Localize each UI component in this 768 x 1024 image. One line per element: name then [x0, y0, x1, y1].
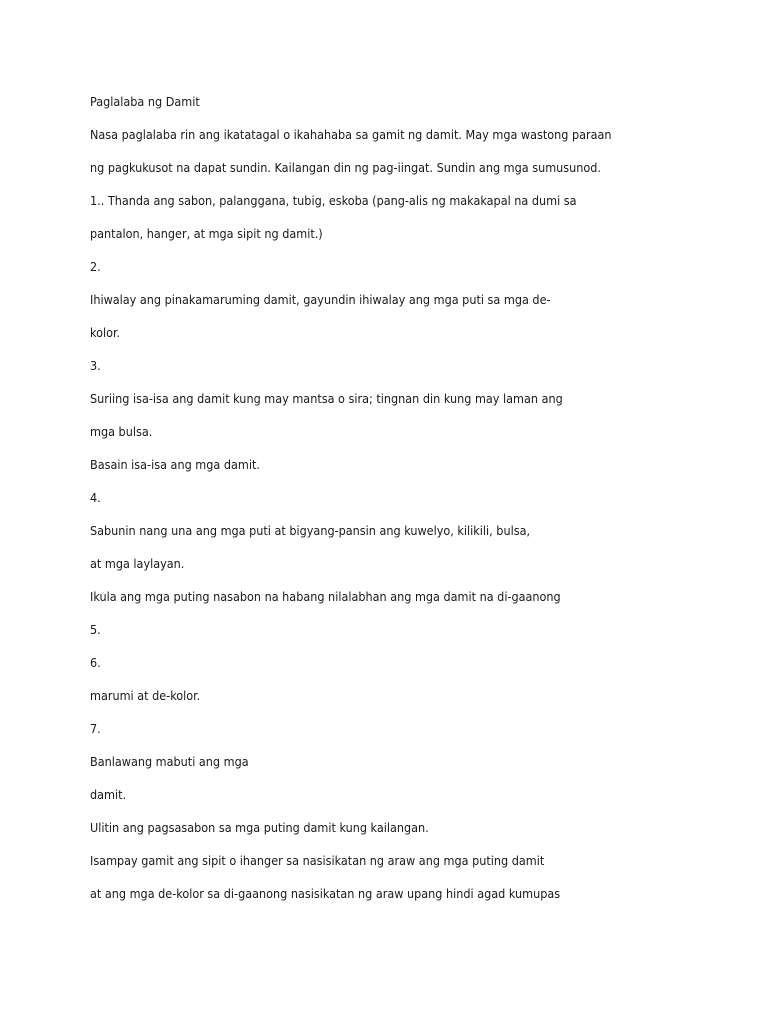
text-line-19: 7. [90, 721, 101, 736]
text-line-13: Sabunin nang una ang mga puti at bigyang-pansin ang kuwelyo, kilikili, bulsa, [90, 523, 531, 538]
text-line-5: 2. [90, 259, 101, 274]
text-line-24: at ang mga de-kolor sa di-gaanong nasisikatan ng araw upang hindi agad kumupas [90, 886, 561, 901]
text-line-22: Ulitin ang pagsasabon sa mga puting damit kung kailangan. [90, 820, 429, 835]
text-line-21: damit. [90, 787, 127, 802]
text-line-20: Banlawang mabuti ang mga [90, 754, 249, 769]
text-line-15: Ikula ang mga puting nasabon na habang nilalabhan ang mga damit na di-gaanong [90, 589, 561, 604]
text-line-2: ng pagkukusot na dapat sundin. Kailangan din ng pag-iingat. Sundin ang mga sumusunod. [90, 160, 602, 175]
text-line-8: 3. [90, 358, 101, 373]
text-line-16: 5. [90, 622, 101, 637]
text-line-17: 6. [90, 655, 101, 670]
text-line-14: at mga laylayan. [90, 556, 185, 571]
text-line-12: 4. [90, 490, 101, 505]
text-line-9: Suriing isa-isa ang damit kung may mantsa o sira; tingnan din kung may laman ang [90, 391, 563, 406]
text-line-18: marumi at de-kolor. [90, 688, 201, 703]
text-line-1: Nasa paglalaba rin ang ikatatagal o ikahahaba sa gamit ng damit. May mga wastong paraan [90, 127, 612, 142]
text-line-3: 1.. Thanda ang sabon, palanggana, tubig, eskoba (pang-alis ng makakapal na dumi sa [90, 193, 577, 208]
document-title: Paglalaba ng Damit [90, 94, 200, 109]
text-line-7: kolor. [90, 325, 120, 340]
text-line-4: pantalon, hanger, at mga sipit ng damit.) [90, 226, 323, 241]
text-line-23: Isampay gamit ang sipit o ihanger sa nasisikatan ng araw ang mga puting damit [90, 853, 545, 868]
text-line-11: Basain isa-isa ang mga damit. [90, 457, 260, 472]
text-line-6: Ihiwalay ang pinakamaruming damit, gayundin ihiwalay ang mga puti sa mga de- [90, 292, 551, 307]
text-line-10: mga bulsa. [90, 424, 153, 439]
